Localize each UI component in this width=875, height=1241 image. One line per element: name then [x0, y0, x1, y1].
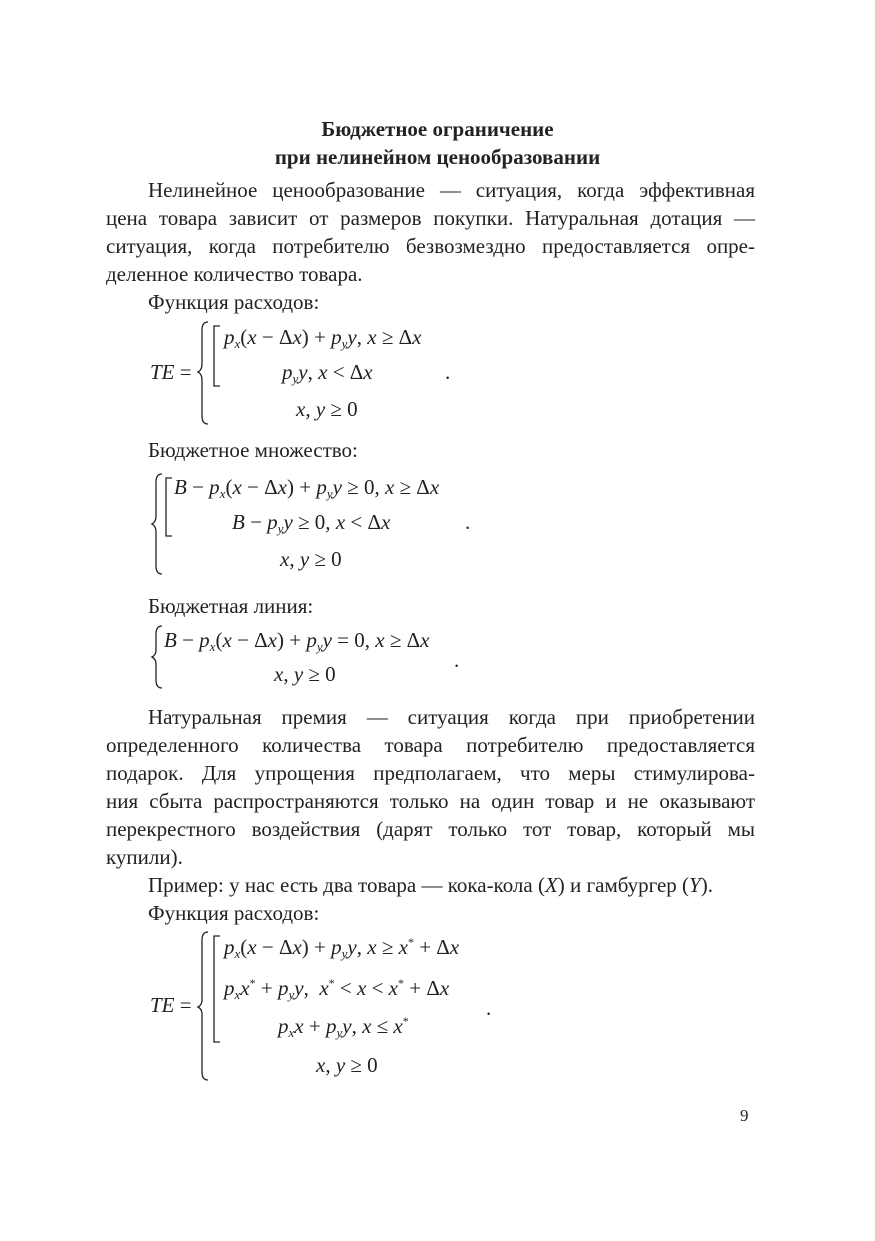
label-budget-set: Бюджетное множество:	[148, 438, 358, 462]
example-var-x: X	[544, 873, 558, 897]
intro-line-4: деленное количество товара.	[106, 262, 363, 286]
formula-1-row-1: $p_x(x - \Delta x) + p_yy$, x ≥ Δx	[224, 325, 422, 351]
label-budget-line: Бюджетная линия:	[148, 594, 314, 618]
formula-4-row-3: $p_xx + p_yy$, x ≤ x*	[278, 1014, 409, 1040]
formula-3-period: .	[454, 648, 460, 672]
formula-2-row-1: $B - p_x(x - \Delta x) + p_yy \ge 0$, x ≥ Δx	[174, 475, 440, 501]
formula-1-row-3: x, y ≥ 0	[296, 397, 358, 421]
formula-3-row-1: $B - p_x(x - \Delta x) + p_yy = 0$, x ≥ Δx	[164, 628, 430, 654]
label-cost-function: Функция расходов:	[148, 290, 320, 314]
page-title-line1: Бюджетное ограничение	[321, 117, 554, 141]
premium-line-2: определенного количества товара потребителю предоставляется	[106, 733, 755, 757]
formula-4-period: .	[486, 996, 492, 1020]
example-text-after: ).	[700, 873, 713, 897]
formula-1-period: .	[445, 360, 451, 384]
formula-2-row-3: x, y ≥ 0	[280, 547, 342, 571]
intro-line-1: Нелинейное ценообразование — ситуация, когда эффективная	[148, 178, 755, 202]
intro-line-3: ситуация, когда потребителю безвозмездно предоставляется опре-	[106, 234, 755, 258]
formula-2-row-2: $B - p_yy \ge 0$, x < Δx	[232, 510, 391, 536]
formula-1-lhs: TE =	[150, 360, 192, 384]
example-text-before: Пример: у нас есть два товара — кока-кола (	[148, 873, 545, 897]
example-line	[106, 871, 755, 899]
premium-line-5: перекрестного воздействия (дарят только тот товар, который мы	[106, 817, 755, 841]
formula-4-lhs: TE =	[150, 993, 192, 1017]
formula-4-row-4: x, y ≥ 0	[316, 1053, 378, 1077]
example-text-middle: ) и гамбургер (	[557, 873, 690, 897]
page-number: 9	[740, 1106, 749, 1125]
formula-4-row-1: $p_x(x - \Delta x) + p_yy$, x ≥ x* + Δx	[224, 935, 460, 961]
formula-2-period: .	[465, 510, 471, 534]
page-title-line2: при нелинейном ценообразовании	[274, 145, 601, 169]
example-var-y: Y	[689, 873, 701, 897]
premium-line-3: подарок. Для упрощения предполагаем, что меры стимулирова-	[106, 761, 755, 785]
premium-line-6: купили).	[106, 845, 183, 869]
label-cost-function-2: Функция расходов:	[148, 901, 320, 925]
premium-line-1: Натуральная премия — ситуация когда при приобретении	[148, 705, 755, 729]
formula-3-row-2: x, y ≥ 0	[274, 662, 336, 686]
formula-1-row-2: $p_yy$, x < Δx	[282, 360, 373, 386]
intro-line-2: цена товара зависит от размеров покупки. Натуральная дотация —	[106, 206, 755, 230]
premium-line-4: ния сбыта распространяются только на один товар и не оказывают	[106, 789, 755, 813]
formula-4-row-2: $p_xx^* + p_yy$, x* < x < x* + Δx	[224, 976, 450, 1002]
